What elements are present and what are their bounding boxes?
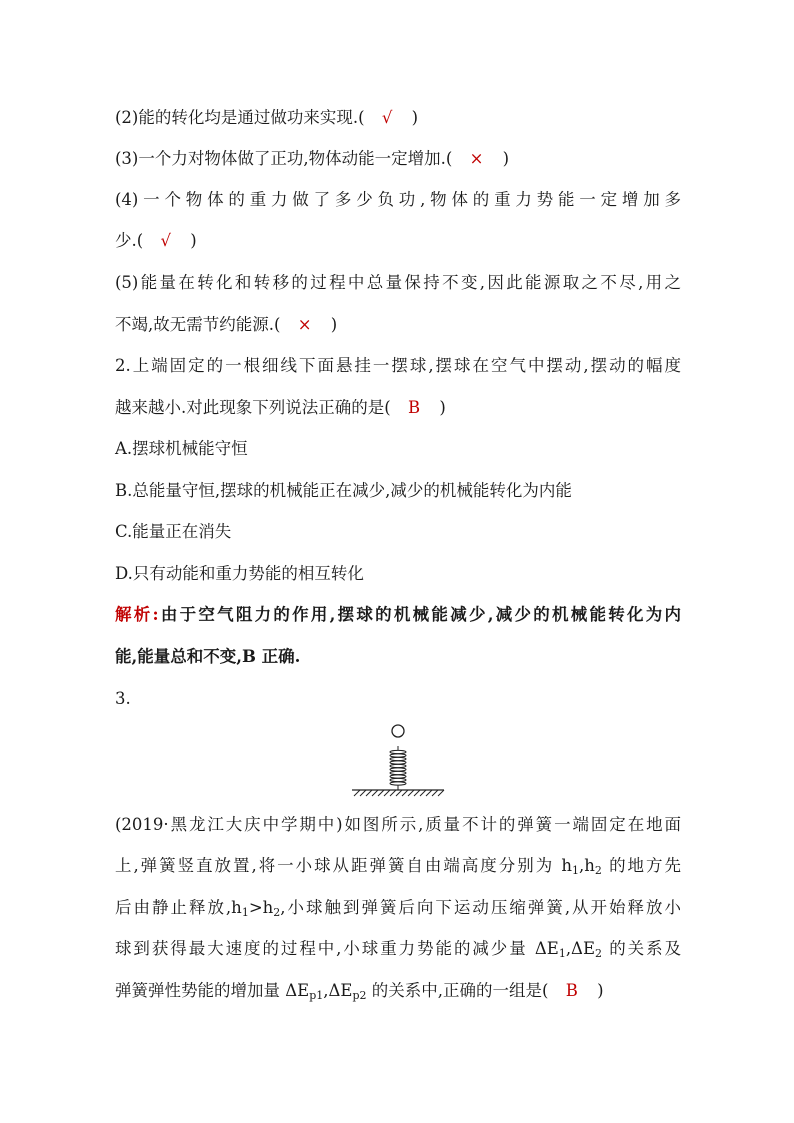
q2-analysis-line1 xyxy=(115,604,681,626)
item-2-text: (2)能的转化均是通过做功来实现.( xyxy=(115,108,365,127)
q2-stem-line2-text: 越来越小.对此现象下列说法正确的是( xyxy=(115,398,391,417)
q2-stem-line2 xyxy=(115,397,446,419)
item-3-text: (3)一个力对物体做了正功,物体动能一定增加.( xyxy=(115,149,453,168)
spring-ball-figure xyxy=(350,720,446,800)
q2-analysis-text1: 由于空气阻力的作用,摆球的机械能减少,减少的机械能转化为内 xyxy=(158,605,681,624)
q3-line4-a: 球到获得最大速度的过程中,小球重力势能的减少量 ΔE xyxy=(115,939,559,958)
q3-stem-line2 xyxy=(115,855,681,877)
q3-line4-sub2: 2 xyxy=(595,947,603,960)
q3-stem-line3 xyxy=(115,897,681,919)
item-4-close: ) xyxy=(190,231,197,250)
q3-line2-a: 上,弹簧竖直放置,将一小球从距弹簧自由端高度分别为 h xyxy=(115,856,572,875)
q3-line5-a: 弹簧弹性势能的增加量 ΔE xyxy=(115,981,310,1000)
q3-line5-sub1: p1 xyxy=(309,989,324,1002)
item-3-answer: × xyxy=(469,149,484,168)
q2-answer: B xyxy=(407,398,421,417)
q3-stem-line5 xyxy=(115,980,604,1002)
q3-line4-c: 的关系及 xyxy=(602,939,682,958)
q3-line2-sub2: 2 xyxy=(594,864,602,877)
q2-stem-line1: 2.上端固定的一根细线下面悬挂一摆球,摆球在空气中摆动,摆动的幅度 xyxy=(115,356,681,375)
item-4-answer: √ xyxy=(160,231,171,250)
item-5-line2 xyxy=(115,314,337,336)
q2-option-c: C.能量正在消失 xyxy=(115,522,232,541)
q3-line3-sub2: 2 xyxy=(273,906,281,919)
item-4-line2-text: 少.( xyxy=(115,231,144,250)
ball-icon xyxy=(392,725,404,737)
q3-stem-line1: (2019·黑龙江大庆中学期中)如图所示,质量不计的弹簧一端固定在地面 xyxy=(115,815,681,834)
item-5-close: ) xyxy=(330,315,338,334)
q3-line5-c: 的关系中,正确的一组是( xyxy=(366,981,549,1000)
q2-option-a: A.摆球机械能守恒 xyxy=(115,439,248,458)
item-2 xyxy=(115,107,418,129)
q3-number: 3. xyxy=(115,689,131,708)
q3-line3-sub1: 1 xyxy=(241,906,249,919)
q3-line3-c: ,小球触到弹簧后向下运动压缩弹簧,从开始释放小 xyxy=(280,898,681,917)
q2-option-b: B.总能量守恒,摆球的机械能正在减少,减少的机械能转化为内能 xyxy=(115,481,572,500)
q3-line2-sub1: 1 xyxy=(572,864,579,877)
item-5-line2-text: 不竭,故无需节约能源.( xyxy=(115,315,281,334)
item-4-line2 xyxy=(115,230,197,252)
item-3-close: ) xyxy=(502,149,510,168)
q3-line2-b: ,h xyxy=(579,856,595,875)
item-2-answer: √ xyxy=(381,108,393,127)
q3-line2-c: 的地方先 xyxy=(601,856,681,875)
item-2-close: ) xyxy=(411,108,419,127)
item-4-line1: (4)一个物体的重力做了多少负功,物体的重力势能一定增加多 xyxy=(115,190,681,209)
q2-option-d: D.只有动能和重力势能的相互转化 xyxy=(115,564,364,583)
q2-close: ) xyxy=(439,398,446,417)
q3-line3-b: >h xyxy=(248,898,274,917)
q2-analysis-label: 解析: xyxy=(115,605,159,624)
q3-line4-sub1: 1 xyxy=(558,947,566,960)
item-5-line1: (5)能量在转化和转移的过程中总量保持不变,因此能源取之不尽,用之 xyxy=(115,273,681,292)
ground-icon xyxy=(352,790,444,796)
item-3 xyxy=(115,148,509,170)
q3-line3-a: 后由静止释放,h xyxy=(115,898,242,917)
q3-stem-line4 xyxy=(115,938,681,960)
q3-close: ) xyxy=(597,981,604,1000)
item-5-answer: × xyxy=(297,315,312,334)
spring-icon xyxy=(390,746,406,790)
q3-line5-sub2: p2 xyxy=(352,989,367,1002)
q3-answer: B xyxy=(565,981,578,1000)
q3-line5-b: ,ΔE xyxy=(323,981,353,1000)
q3-line4-b: ,ΔE xyxy=(565,939,596,958)
q2-analysis-line2: 能,能量总和不变,B 正确. xyxy=(115,647,301,666)
